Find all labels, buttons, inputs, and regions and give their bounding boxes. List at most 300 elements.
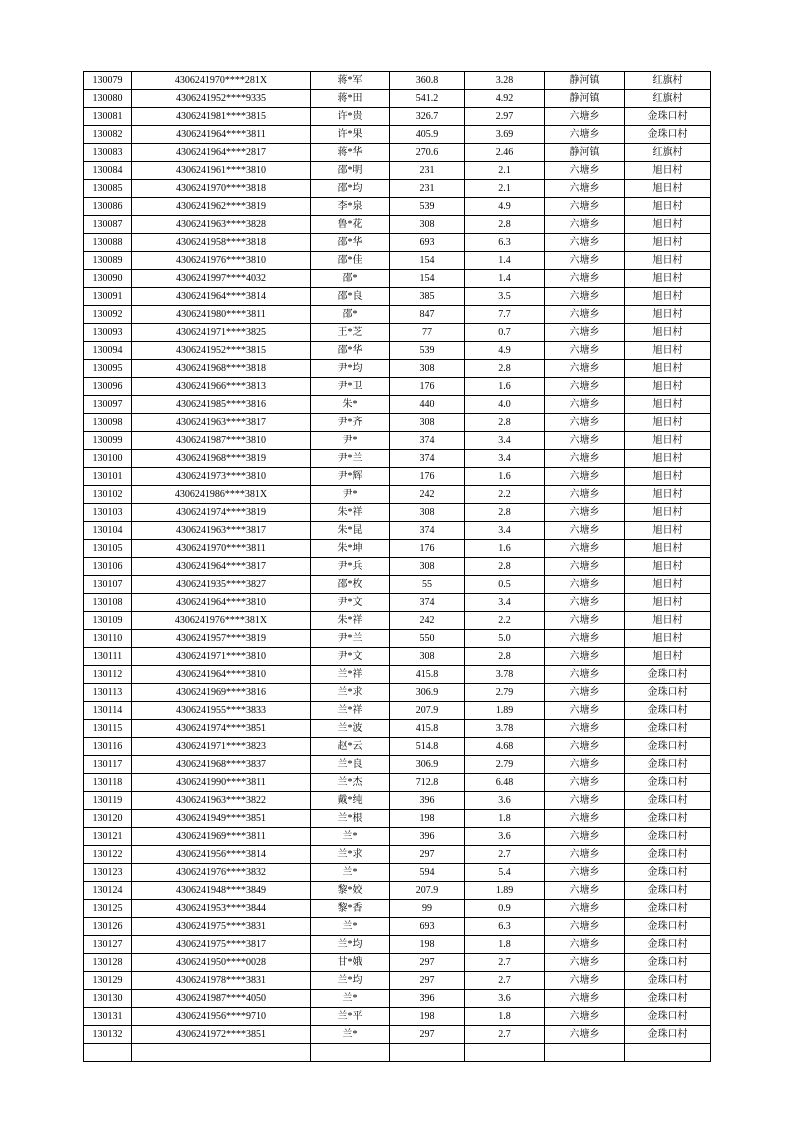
table-row — [84, 414, 711, 432]
cell-name: 兰*波 — [311, 720, 390, 738]
cell-serial-number: 130130 — [84, 990, 132, 1008]
table-row — [84, 576, 711, 594]
cell-area: 2.8 — [465, 414, 545, 432]
cell-id-number: 4306241958****3818 — [132, 234, 311, 252]
table-row — [84, 738, 711, 756]
cell-area: 2.7 — [465, 1026, 545, 1044]
cell-name: 兰* — [311, 1026, 390, 1044]
table-row — [84, 216, 711, 234]
cell-id-number: 4306241974****3819 — [132, 504, 311, 522]
table-row — [84, 648, 711, 666]
cell-name: 戴*纯 — [311, 792, 390, 810]
cell-serial-number: 130105 — [84, 540, 132, 558]
cell-amount: 198 — [390, 1008, 465, 1026]
cell-amount: 594 — [390, 864, 465, 882]
cell-amount: 514.8 — [390, 738, 465, 756]
cell-town: 六塘乡 — [545, 738, 625, 756]
beneficiary-table — [83, 71, 711, 1062]
cell-village: 旭日村 — [625, 306, 711, 324]
cell-area: 4.92 — [465, 90, 545, 108]
cell-serial-number: 130111 — [84, 648, 132, 666]
cell-village: 旭日村 — [625, 540, 711, 558]
cell-village: 金珠口村 — [625, 954, 711, 972]
cell-name: 蒋*田 — [311, 90, 390, 108]
cell-town: 六塘乡 — [545, 990, 625, 1008]
cell-area: 3.5 — [465, 288, 545, 306]
cell-amount: 396 — [390, 828, 465, 846]
cell-name: 尹*卫 — [311, 378, 390, 396]
cell-name: 兰*良 — [311, 756, 390, 774]
cell-id-number: 4306241972****3851 — [132, 1026, 311, 1044]
cell-name: 邵* — [311, 306, 390, 324]
cell-serial-number: 130101 — [84, 468, 132, 486]
cell-id-number: 4306241953****3844 — [132, 900, 311, 918]
table-row — [84, 1026, 711, 1044]
cell-serial-number: 130119 — [84, 792, 132, 810]
cell-area: 4.68 — [465, 738, 545, 756]
cell-village: 旭日村 — [625, 432, 711, 450]
cell-town: 静河镇 — [545, 90, 625, 108]
cell-area: 2.8 — [465, 504, 545, 522]
table-row — [84, 540, 711, 558]
cell-town: 静河镇 — [545, 144, 625, 162]
cell-serial-number: 130102 — [84, 486, 132, 504]
cell-village: 旭日村 — [625, 576, 711, 594]
cell-name: 兰*求 — [311, 846, 390, 864]
cell-empty — [311, 1044, 390, 1062]
cell-town: 六塘乡 — [545, 270, 625, 288]
cell-town: 六塘乡 — [545, 684, 625, 702]
cell-serial-number: 130088 — [84, 234, 132, 252]
table-row — [84, 954, 711, 972]
cell-amount: 396 — [390, 990, 465, 1008]
cell-village: 旭日村 — [625, 234, 711, 252]
cell-name: 尹*文 — [311, 594, 390, 612]
cell-area: 2.1 — [465, 162, 545, 180]
cell-name: 朱*祥 — [311, 612, 390, 630]
cell-serial-number: 130125 — [84, 900, 132, 918]
cell-id-number: 4306241968****3837 — [132, 756, 311, 774]
cell-town: 六塘乡 — [545, 324, 625, 342]
cell-name: 李*泉 — [311, 198, 390, 216]
cell-name: 蒋*华 — [311, 144, 390, 162]
cell-amount: 693 — [390, 918, 465, 936]
cell-town: 六塘乡 — [545, 972, 625, 990]
cell-area: 2.8 — [465, 360, 545, 378]
cell-name: 兰* — [311, 918, 390, 936]
cell-id-number: 4306241976****3810 — [132, 252, 311, 270]
cell-empty — [465, 1044, 545, 1062]
cell-name: 尹*辉 — [311, 468, 390, 486]
cell-id-number: 4306241956****9710 — [132, 1008, 311, 1026]
cell-village: 金珠口村 — [625, 900, 711, 918]
table-row — [84, 432, 711, 450]
cell-id-number: 4306241987****4050 — [132, 990, 311, 1008]
cell-area: 3.4 — [465, 594, 545, 612]
cell-village: 金珠口村 — [625, 1026, 711, 1044]
cell-amount: 176 — [390, 468, 465, 486]
cell-town: 六塘乡 — [545, 432, 625, 450]
cell-serial-number: 130080 — [84, 90, 132, 108]
cell-area: 4.0 — [465, 396, 545, 414]
cell-name: 兰*均 — [311, 972, 390, 990]
cell-town: 六塘乡 — [545, 810, 625, 828]
cell-area: 3.6 — [465, 828, 545, 846]
cell-serial-number: 130082 — [84, 126, 132, 144]
cell-name: 兰*杰 — [311, 774, 390, 792]
table-row — [84, 882, 711, 900]
cell-id-number: 4306241973****3810 — [132, 468, 311, 486]
cell-serial-number: 130092 — [84, 306, 132, 324]
cell-serial-number: 130113 — [84, 684, 132, 702]
cell-village: 旭日村 — [625, 324, 711, 342]
cell-village: 金珠口村 — [625, 882, 711, 900]
table-row-empty — [84, 1044, 711, 1062]
cell-id-number: 4306241948****3849 — [132, 882, 311, 900]
cell-name: 尹* — [311, 432, 390, 450]
cell-town: 六塘乡 — [545, 216, 625, 234]
cell-village: 旭日村 — [625, 468, 711, 486]
cell-village: 旭日村 — [625, 522, 711, 540]
cell-name: 尹*均 — [311, 360, 390, 378]
cell-id-number: 4306241969****3816 — [132, 684, 311, 702]
table-row — [84, 450, 711, 468]
cell-town: 六塘乡 — [545, 648, 625, 666]
cell-name: 邵*均 — [311, 180, 390, 198]
table-row — [84, 918, 711, 936]
table-row — [84, 1008, 711, 1026]
cell-village: 旭日村 — [625, 252, 711, 270]
cell-id-number: 4306241970****3811 — [132, 540, 311, 558]
table-row — [84, 306, 711, 324]
cell-serial-number: 130108 — [84, 594, 132, 612]
cell-id-number: 4306241964****3811 — [132, 126, 311, 144]
cell-id-number: 4306241968****3818 — [132, 360, 311, 378]
cell-name: 鲁*花 — [311, 216, 390, 234]
cell-id-number: 4306241975****3831 — [132, 918, 311, 936]
cell-serial-number: 130124 — [84, 882, 132, 900]
cell-id-number: 4306241964****3817 — [132, 558, 311, 576]
cell-id-number: 4306241963****3828 — [132, 216, 311, 234]
table-row — [84, 792, 711, 810]
cell-empty — [545, 1044, 625, 1062]
cell-serial-number: 130090 — [84, 270, 132, 288]
cell-amount: 231 — [390, 180, 465, 198]
cell-area: 2.7 — [465, 846, 545, 864]
table-row — [84, 756, 711, 774]
cell-town: 六塘乡 — [545, 558, 625, 576]
cell-area: 2.79 — [465, 756, 545, 774]
cell-town: 六塘乡 — [545, 882, 625, 900]
cell-area: 1.89 — [465, 882, 545, 900]
cell-id-number: 4306241974****3851 — [132, 720, 311, 738]
cell-id-number: 4306241964****3810 — [132, 594, 311, 612]
cell-town: 六塘乡 — [545, 108, 625, 126]
cell-area: 3.4 — [465, 432, 545, 450]
cell-empty — [84, 1044, 132, 1062]
cell-amount: 539 — [390, 198, 465, 216]
table-row — [84, 270, 711, 288]
cell-serial-number: 130079 — [84, 72, 132, 90]
table-row — [84, 234, 711, 252]
table-row — [84, 720, 711, 738]
cell-village: 红旗村 — [625, 90, 711, 108]
cell-town: 六塘乡 — [545, 540, 625, 558]
cell-town: 六塘乡 — [545, 702, 625, 720]
cell-amount: 405.9 — [390, 126, 465, 144]
cell-area: 1.89 — [465, 702, 545, 720]
cell-amount: 306.9 — [390, 756, 465, 774]
cell-village: 旭日村 — [625, 504, 711, 522]
cell-serial-number: 130114 — [84, 702, 132, 720]
cell-town: 六塘乡 — [545, 900, 625, 918]
cell-village: 金珠口村 — [625, 108, 711, 126]
cell-id-number: 4306241952****9335 — [132, 90, 311, 108]
cell-id-number: 4306241970****281X — [132, 72, 311, 90]
cell-area: 2.46 — [465, 144, 545, 162]
cell-village: 金珠口村 — [625, 918, 711, 936]
cell-serial-number: 130095 — [84, 360, 132, 378]
cell-name: 邵*良 — [311, 288, 390, 306]
cell-empty — [625, 1044, 711, 1062]
cell-name: 邵*华 — [311, 234, 390, 252]
cell-amount: 198 — [390, 936, 465, 954]
cell-village: 旭日村 — [625, 450, 711, 468]
cell-id-number: 4306241971****3810 — [132, 648, 311, 666]
cell-name: 兰* — [311, 864, 390, 882]
table-row — [84, 558, 711, 576]
cell-village: 旭日村 — [625, 558, 711, 576]
table-row — [84, 972, 711, 990]
table-row — [84, 288, 711, 306]
cell-amount: 297 — [390, 1026, 465, 1044]
cell-serial-number: 130094 — [84, 342, 132, 360]
cell-name: 邵* — [311, 270, 390, 288]
cell-name: 兰*平 — [311, 1008, 390, 1026]
cell-village: 金珠口村 — [625, 666, 711, 684]
cell-amount: 374 — [390, 522, 465, 540]
cell-area: 1.8 — [465, 1008, 545, 1026]
cell-amount: 415.8 — [390, 666, 465, 684]
cell-serial-number: 130121 — [84, 828, 132, 846]
cell-name: 甘*娥 — [311, 954, 390, 972]
cell-village: 旭日村 — [625, 342, 711, 360]
cell-name: 邵*枚 — [311, 576, 390, 594]
cell-amount: 308 — [390, 558, 465, 576]
cell-village: 旭日村 — [625, 270, 711, 288]
cell-name: 王*芝 — [311, 324, 390, 342]
cell-serial-number: 130085 — [84, 180, 132, 198]
cell-area: 1.4 — [465, 252, 545, 270]
cell-amount: 242 — [390, 486, 465, 504]
cell-id-number: 4306241980****3811 — [132, 306, 311, 324]
cell-amount: 306.9 — [390, 684, 465, 702]
cell-town: 六塘乡 — [545, 126, 625, 144]
cell-amount: 198 — [390, 810, 465, 828]
table-row — [84, 990, 711, 1008]
cell-village: 金珠口村 — [625, 810, 711, 828]
cell-amount: 55 — [390, 576, 465, 594]
cell-serial-number: 130118 — [84, 774, 132, 792]
cell-serial-number: 130131 — [84, 1008, 132, 1026]
cell-town: 静河镇 — [545, 72, 625, 90]
cell-serial-number: 130099 — [84, 432, 132, 450]
cell-town: 六塘乡 — [545, 414, 625, 432]
cell-id-number: 4306241963****3817 — [132, 522, 311, 540]
table-row — [84, 324, 711, 342]
cell-area: 4.9 — [465, 342, 545, 360]
cell-town: 六塘乡 — [545, 468, 625, 486]
cell-id-number: 4306241961****3810 — [132, 162, 311, 180]
cell-amount: 154 — [390, 252, 465, 270]
cell-town: 六塘乡 — [545, 720, 625, 738]
table-row — [84, 378, 711, 396]
table-row — [84, 252, 711, 270]
cell-id-number: 4306241986****381X — [132, 486, 311, 504]
cell-village: 金珠口村 — [625, 846, 711, 864]
cell-id-number: 4306241976****3832 — [132, 864, 311, 882]
cell-town: 六塘乡 — [545, 342, 625, 360]
cell-town: 六塘乡 — [545, 396, 625, 414]
cell-id-number: 4306241956****3814 — [132, 846, 311, 864]
cell-name: 朱*昆 — [311, 522, 390, 540]
cell-town: 六塘乡 — [545, 936, 625, 954]
cell-town: 六塘乡 — [545, 504, 625, 522]
cell-amount: 297 — [390, 846, 465, 864]
cell-area: 0.5 — [465, 576, 545, 594]
cell-id-number: 4306241964****3810 — [132, 666, 311, 684]
cell-serial-number: 130100 — [84, 450, 132, 468]
cell-amount: 270.6 — [390, 144, 465, 162]
cell-amount: 385 — [390, 288, 465, 306]
table-row — [84, 72, 711, 90]
cell-village: 红旗村 — [625, 72, 711, 90]
cell-name: 尹*兰 — [311, 450, 390, 468]
cell-amount: 847 — [390, 306, 465, 324]
cell-serial-number: 130086 — [84, 198, 132, 216]
cell-area: 1.6 — [465, 540, 545, 558]
cell-town: 六塘乡 — [545, 1008, 625, 1026]
cell-town: 六塘乡 — [545, 666, 625, 684]
cell-name: 尹*兰 — [311, 630, 390, 648]
cell-area: 3.78 — [465, 720, 545, 738]
cell-serial-number: 130083 — [84, 144, 132, 162]
cell-area: 4.9 — [465, 198, 545, 216]
cell-name: 朱*坤 — [311, 540, 390, 558]
cell-serial-number: 130129 — [84, 972, 132, 990]
cell-area: 1.4 — [465, 270, 545, 288]
cell-town: 六塘乡 — [545, 612, 625, 630]
cell-town: 六塘乡 — [545, 252, 625, 270]
table-row — [84, 684, 711, 702]
cell-serial-number: 130123 — [84, 864, 132, 882]
cell-area: 3.78 — [465, 666, 545, 684]
table-row — [84, 612, 711, 630]
cell-town: 六塘乡 — [545, 846, 625, 864]
cell-serial-number: 130115 — [84, 720, 132, 738]
cell-id-number: 4306241963****3822 — [132, 792, 311, 810]
cell-town: 六塘乡 — [545, 630, 625, 648]
cell-village: 旭日村 — [625, 378, 711, 396]
cell-amount: 693 — [390, 234, 465, 252]
cell-area: 6.3 — [465, 918, 545, 936]
cell-id-number: 4306241966****3813 — [132, 378, 311, 396]
cell-area: 5.4 — [465, 864, 545, 882]
table-row — [84, 810, 711, 828]
cell-town: 六塘乡 — [545, 378, 625, 396]
cell-amount: 297 — [390, 972, 465, 990]
cell-town: 六塘乡 — [545, 306, 625, 324]
cell-town: 六塘乡 — [545, 180, 625, 198]
cell-area: 6.3 — [465, 234, 545, 252]
cell-serial-number: 130112 — [84, 666, 132, 684]
cell-amount: 176 — [390, 540, 465, 558]
table-row — [84, 666, 711, 684]
cell-amount: 242 — [390, 612, 465, 630]
cell-id-number: 4306241997****4032 — [132, 270, 311, 288]
cell-town: 六塘乡 — [545, 450, 625, 468]
table-row — [84, 396, 711, 414]
cell-id-number: 4306241985****3816 — [132, 396, 311, 414]
cell-village: 旭日村 — [625, 288, 711, 306]
cell-area: 2.79 — [465, 684, 545, 702]
cell-area: 2.8 — [465, 648, 545, 666]
cell-amount: 154 — [390, 270, 465, 288]
cell-amount: 77 — [390, 324, 465, 342]
cell-name: 许*果 — [311, 126, 390, 144]
table-row — [84, 936, 711, 954]
cell-serial-number: 130120 — [84, 810, 132, 828]
cell-name: 兰* — [311, 990, 390, 1008]
cell-name: 蒋*军 — [311, 72, 390, 90]
cell-village: 旭日村 — [625, 612, 711, 630]
table-row — [84, 864, 711, 882]
cell-village: 金珠口村 — [625, 720, 711, 738]
cell-area: 3.6 — [465, 792, 545, 810]
table-row — [84, 486, 711, 504]
cell-name: 兰*祥 — [311, 702, 390, 720]
cell-serial-number: 130091 — [84, 288, 132, 306]
cell-serial-number: 130089 — [84, 252, 132, 270]
cell-area: 2.2 — [465, 612, 545, 630]
cell-amount: 207.9 — [390, 702, 465, 720]
cell-amount: 308 — [390, 216, 465, 234]
cell-village: 金珠口村 — [625, 738, 711, 756]
cell-id-number: 4306241975****3817 — [132, 936, 311, 954]
cell-town: 六塘乡 — [545, 486, 625, 504]
cell-id-number: 4306241981****3815 — [132, 108, 311, 126]
cell-name: 邵*佳 — [311, 252, 390, 270]
table-row — [84, 180, 711, 198]
cell-village: 金珠口村 — [625, 990, 711, 1008]
cell-area: 6.48 — [465, 774, 545, 792]
cell-town: 六塘乡 — [545, 1026, 625, 1044]
table-row — [84, 468, 711, 486]
cell-serial-number: 130122 — [84, 846, 132, 864]
cell-id-number: 4306241970****3818 — [132, 180, 311, 198]
cell-town: 六塘乡 — [545, 522, 625, 540]
cell-town: 六塘乡 — [545, 954, 625, 972]
cell-village: 旭日村 — [625, 198, 711, 216]
table-row — [84, 360, 711, 378]
cell-amount: 539 — [390, 342, 465, 360]
cell-area: 2.8 — [465, 216, 545, 234]
cell-id-number: 4306241971****3825 — [132, 324, 311, 342]
cell-amount: 99 — [390, 900, 465, 918]
cell-name: 尹*文 — [311, 648, 390, 666]
cell-area: 3.4 — [465, 522, 545, 540]
cell-id-number: 4306241949****3851 — [132, 810, 311, 828]
